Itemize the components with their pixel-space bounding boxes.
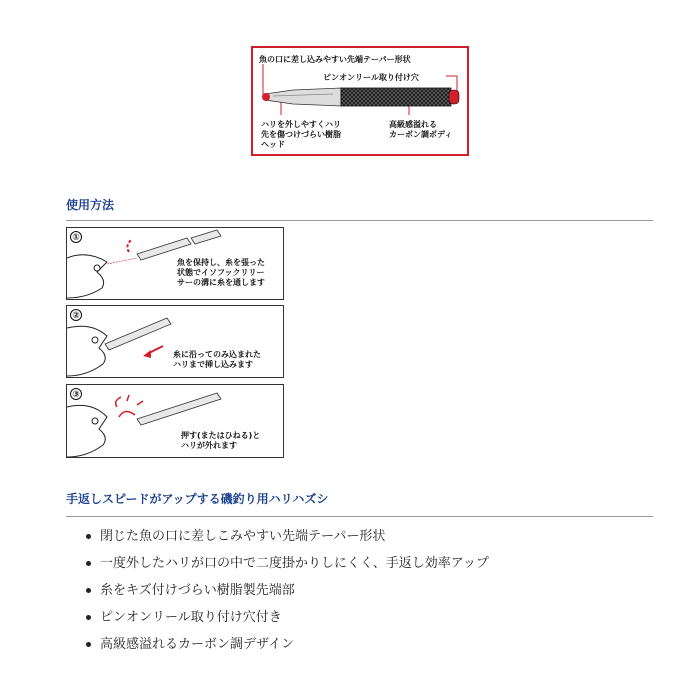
step-3-text-line1: 押す(またはひねる)と xyxy=(181,431,261,440)
label-body-line1: 高級感溢れる xyxy=(389,120,437,129)
label-body-line2: カーボン調ボディ xyxy=(389,130,453,139)
features-divider xyxy=(66,516,653,517)
step-3-illustration xyxy=(67,385,285,459)
feature-text: ピンオンリール取り付け穴付き xyxy=(100,610,282,625)
step-2-text-line2: ハリまで挿し込みます xyxy=(173,360,253,369)
label-head-line1: ハリを外しやすくハリ xyxy=(261,120,341,129)
label-pin-on-hole: ピンオンリール取り付け穴 xyxy=(323,73,419,82)
label-tip-taper: 魚の口に差し込みやすい先端テーパー形状 xyxy=(259,55,411,64)
bullet-icon xyxy=(86,561,91,566)
step-3-box xyxy=(66,384,284,458)
feature-item xyxy=(82,604,489,631)
features-title: 手返しスピードがアップする磯釣り用ハリハズシ xyxy=(66,492,329,506)
label-head-line2: 先を傷つけづらい樹脂 xyxy=(261,130,341,139)
feature-text: 閉じた魚の口に差しこみやすい先端テーパー形状 xyxy=(100,529,386,544)
bullet-icon xyxy=(86,615,91,620)
step-1-text-line2: 状態でイソフックリリー xyxy=(177,268,265,277)
bullet-icon xyxy=(86,642,91,647)
feature-text: 糸をキズ付けづらい樹脂製先端部 xyxy=(100,583,295,598)
hook-releaser-illustration xyxy=(253,48,471,158)
feature-item xyxy=(82,577,489,604)
bullet-icon xyxy=(86,534,91,539)
step-2-box xyxy=(66,305,284,378)
step-3-text-line2: ハリが外れます xyxy=(181,441,237,450)
feature-item xyxy=(82,631,489,658)
step-1-text-line3: サーの溝に糸を通します xyxy=(177,278,265,287)
features-list xyxy=(82,523,489,658)
step-1-text-line1: 魚を保持し、糸を張った xyxy=(177,258,265,267)
feature-item xyxy=(82,550,489,577)
feature-item xyxy=(82,523,489,550)
usage-divider xyxy=(66,220,653,221)
bullet-icon xyxy=(86,588,91,593)
step-2-number: ② xyxy=(70,309,82,321)
step-1-box xyxy=(66,227,284,300)
label-head-line3: ヘッド xyxy=(261,140,285,149)
step-1-number: ① xyxy=(70,231,82,243)
step-2-text-line1: 糸に沿ってのみ込まれた xyxy=(173,350,261,359)
step-3-number: ③ xyxy=(70,388,82,400)
product-diagram xyxy=(251,46,469,156)
usage-title: 使用方法 xyxy=(66,198,115,212)
feature-text: 高級感溢れるカーボン調デザイン xyxy=(100,637,295,652)
feature-text: 一度外したハリが口の中で二度掛かりしにくく、手返し効率アップ xyxy=(100,556,489,571)
